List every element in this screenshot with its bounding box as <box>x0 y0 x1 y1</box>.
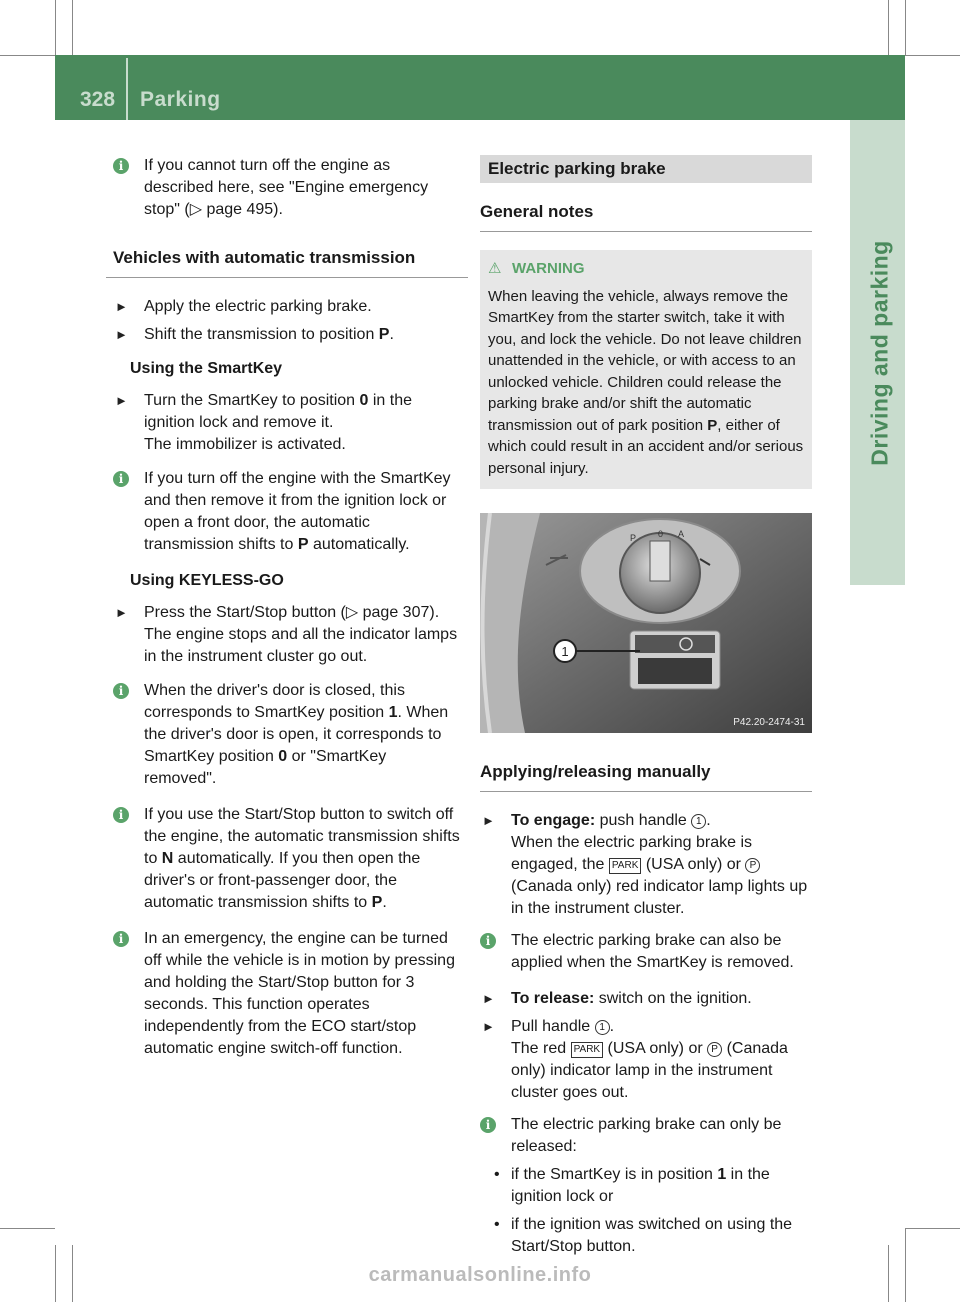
crop-mark <box>0 55 55 56</box>
info-icon: i <box>480 933 496 949</box>
svg-text:P: P <box>630 533 637 543</box>
subheading: Using KEYLESS-GO <box>130 572 284 589</box>
bullet-icon: • <box>494 1216 500 1233</box>
p-indicator-icon: P <box>707 1042 722 1057</box>
watermark: carmanualsonline.info <box>368 1264 592 1286</box>
left-column <box>113 155 463 1074</box>
info-icon: i <box>480 1117 496 1133</box>
park-indicator-icon: PARK <box>609 858 642 874</box>
info-note: i When the driver's door is closed, this corresponds to SmartKey position 1. When the driver's door is open, it corresponds to SmartKey position 0 or "SmartKey removed". <box>113 680 463 790</box>
step-arrow-icon: ► <box>115 605 128 620</box>
section-heading: Vehicles with automatic transmission <box>106 247 468 278</box>
info-icon: i <box>113 807 129 823</box>
crop-mark <box>0 1228 55 1229</box>
step-result: The immobilizer is activated. <box>144 436 346 453</box>
info-icon: i <box>113 158 129 174</box>
park-indicator-icon: PARK <box>571 1042 604 1058</box>
step-arrow-icon: ► <box>482 991 495 1006</box>
step-arrow-icon: ► <box>482 1019 495 1034</box>
crop-mark <box>905 1228 960 1229</box>
instruction-step: ► To engage: push handle 1 . When the electric parking brake is engaged, the PARK (USA only) or P (Canada only) red indicator lamp lights up in the instrument cluster. <box>482 812 808 917</box>
instruction-step: ► Press the Start/Stop button (▷ page 307). The engine stops and all the indicator lamps in the instrument cluster go out. <box>113 602 463 668</box>
crop-mark <box>888 0 889 55</box>
dashboard-illustration <box>480 513 812 733</box>
svg-text:0: 0 <box>658 529 664 539</box>
step-result: The engine stops and all the indicator lamps in the instrument cluster go out. <box>144 626 458 665</box>
info-icon: i <box>113 931 129 947</box>
section-title: Parking <box>140 88 221 111</box>
p-indicator-icon: P <box>745 858 760 873</box>
note-text: If you cannot turn off the engine as described here, see "Engine emergency stop" (▷ page 495). <box>144 157 429 218</box>
crop-mark <box>905 55 960 56</box>
step-arrow-icon: ► <box>115 299 128 314</box>
info-icon: i <box>113 471 129 487</box>
section-heading: General notes <box>480 201 812 232</box>
subheading: Using the SmartKey <box>130 360 283 377</box>
page-number: 328 <box>80 88 116 111</box>
chapter-heading: Electric parking brake <box>480 155 812 183</box>
svg-text:A: A <box>678 529 685 539</box>
info-note <box>113 155 463 221</box>
warning-icon: ⚠ <box>488 260 502 277</box>
instruction-step: ► Shift the transmission to position P. <box>113 324 463 346</box>
info-note: i The electric parking brake can also be applied when the SmartKey is removed. <box>480 930 812 974</box>
step-arrow-icon: ► <box>115 393 128 408</box>
instruction-step: ► Apply the electric parking brake. <box>113 296 463 318</box>
callout-number: 1 <box>561 644 569 659</box>
callout-1-icon: 1 <box>691 814 706 829</box>
side-label: Driving and parking <box>866 239 893 466</box>
parking-brake-photo <box>480 513 812 733</box>
list-item: • if the SmartKey is in position 1 in the ignition lock or <box>494 1166 770 1205</box>
photo-code: P42.20-2474-31 <box>733 717 805 728</box>
crop-mark <box>905 0 906 55</box>
crop-mark <box>72 0 73 55</box>
warning-box: ⚠ WARNING When leaving the vehicle, always remove the SmartKey from the starter switch, take it with you, and lock the vehicle. Do not leave children unattended in the vehicle, or with access to an unlocked vehicle. Children could release the parking brake and/or shift the automatic transmission out of park position P, either of which could result in an accident and/or serious personal injury. <box>480 250 812 489</box>
warning-title: WARNING <box>512 260 585 277</box>
instruction-step: ► Pull handle 1 . The red PARK (USA only) or P (Canada only) indicator lamp in the instrument cluster goes out. <box>482 1018 788 1101</box>
info-note: i If you turn off the engine with the SmartKey and then remove it from the ignition lock or open a front door, the automatic transmission shifts to P automatically. <box>113 468 463 556</box>
info-note: i The electric parking brake can only be released: <box>480 1114 812 1158</box>
info-icon: i <box>113 683 129 699</box>
instruction-step: ► Turn the SmartKey to position 0 in the ignition lock and remove it. The immobilizer is activated. <box>113 390 463 456</box>
header-divider <box>126 58 128 120</box>
info-note: i If you use the Start/Stop button to switch off the engine, the automatic transmission shifts to N automatically. If you then open the driver's or front-passenger door, the automatic transmission shifts to P. <box>113 804 463 914</box>
section-heading: Applying/releasing manually <box>480 761 812 792</box>
step-arrow-icon: ► <box>482 813 495 828</box>
bullet-icon: • <box>494 1166 500 1183</box>
right-column <box>480 155 812 1264</box>
list-item: • if the ignition was switched on using the Start/Stop button. <box>494 1216 793 1255</box>
instruction-step: ► To release: switch on the ignition. <box>480 988 812 1010</box>
callout-1-icon: 1 <box>595 1020 610 1035</box>
info-note: i In an emergency, the engine can be turned off while the vehicle is in motion by pressing and holding the Start/Stop button for 3 seconds. This function operates independently from the ECO start/stop automatic engine switch-off function. <box>113 928 463 1060</box>
step-arrow-icon: ► <box>115 327 128 342</box>
crop-mark <box>55 0 56 55</box>
